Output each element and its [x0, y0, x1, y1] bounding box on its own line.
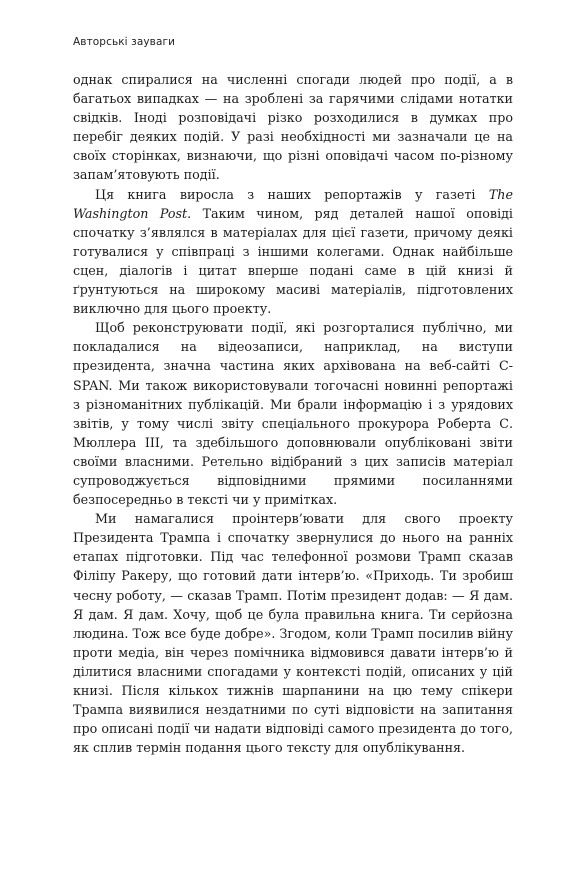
- paragraph-1: однак спиралися на численні спогади людей про події, а в багатьох випадках — на зроблені за гарячими слідами нотатки свідків. Іноді розповідачі різко розходилися в думках про перебіг деяких подій. У разі необхідності ми зазначали це на своїх сторінках, визнаючи, що різні оповідачі часом по-різному запам’ятовують події.: [73, 72, 513, 183]
- running-header: Авторські зауваги: [73, 36, 176, 48]
- paragraph-2-start: Ця книга виросла з наших репортажів у газеті: [95, 186, 489, 202]
- paragraph-2-rest: . Таким чином, ряд деталей нашої оповіді спочатку з’являлся в матеріалах для цієї газети, причому деякі готувалися у співпраці з іншими колегами. Однак найбільше сцен, діалогів і цитат вперше подані саме в цій книзі й ґрунтуються на широкому масиві матеріалів, підготовлених виключно для цього проекту.: [73, 205, 513, 317]
- body-text: [73, 70, 513, 757]
- newspaper-title: The Washington Post: [73, 186, 513, 221]
- paragraph-2: [73, 185, 513, 319]
- paragraph-3: Щоб реконструювати події, які розгорталися публічно, ми покладалися на відеозаписи, наприклад, на виступи президента, значна частина яких архівована на веб-сайті C-SPAN. Ми також використовували тогочасні новинні репортажі з різноманітних публікацій. Ми брали інформацію і з урядових звітів, у тому числі звіту спеціального прокурора Роберта С. Мюллера III, та здебільшого доповнювали опубліковані звіти своїми власними. Ретельно відібраний з цих записів матеріал супроводжується відповідними прямими посиланнями безпосередньо в тексті чи у примітках.: [73, 320, 513, 508]
- paragraph-4: Ми намагалися проінтерв’ювати для свого проекту Президента Трампа і спочатку звернулися до нього на ранніх етапах підготовки. Під час телефонної розмови Трамп сказав Філіпу Ракеру, що готовий дати інтерв’ю. «Приходь. Ти зробиш чесну роботу, — сказав Трамп. Потім президент додав: — Я дам. Я дам. Я дам. Хочу, щоб це була правильна книга. Ти серйозна людина. Тож все буде добре». Згодом, коли Трамп посилив війну проти медіа, він через помічника відмовився давати інтерв’ю й ділитися власними спогадами у контексті подій, описаних у цій книзі. Після кількох тижнів шарпанини на цю тему спікери Трампа виявилися нездатними по суті відповісти на запитання про описані події чи надати відповіді самого президента до того, як сплив термін подання цього тексту для опублікування.: [73, 511, 513, 756]
